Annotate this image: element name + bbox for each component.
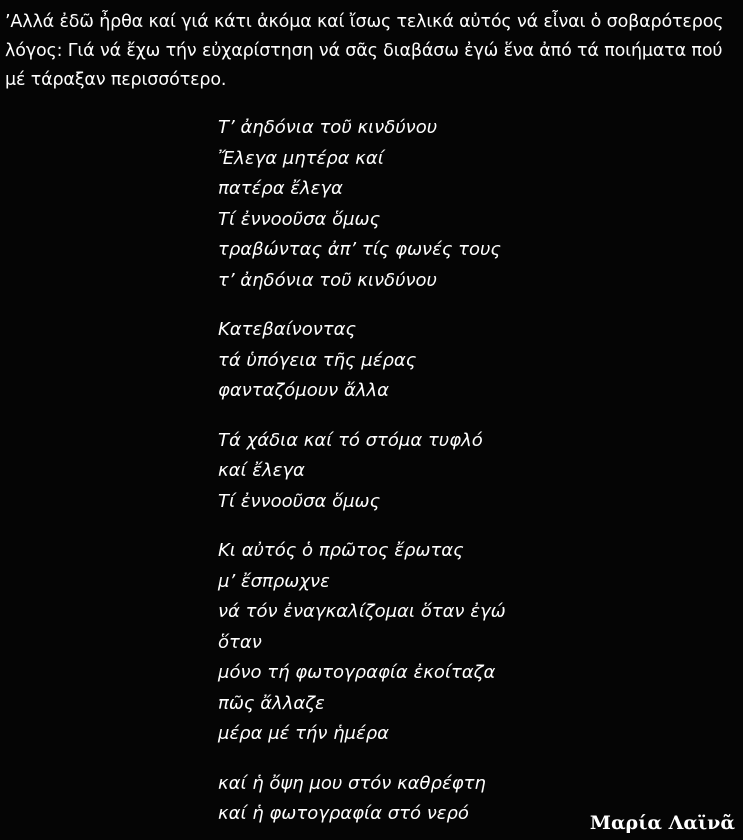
poem-stanza: [218, 536, 506, 750]
poem-line: νά τόν ἐναγκαλίζομαι ὅταν ἐγώ: [218, 601, 506, 622]
author-signature: Μαρία Λαϊνᾶ: [589, 812, 735, 834]
poem-line: ὅταν: [218, 631, 262, 653]
poem-line: τά ὑπόγεια τῆς μέρας: [218, 349, 417, 371]
poem-line: καί ἔλεγα: [218, 460, 305, 481]
poem-line: Ἔλεγα μητέρα καί: [218, 147, 384, 169]
poem-line: μέρα μέ τήν ἡμέρα: [218, 723, 389, 744]
poem-line: φανταζόμουν ἄλλα: [218, 380, 389, 401]
intro-line: λόγος: Γιά νά ἔχω τήν εὐχαρίστηση νά σᾶς διαβάσω ἐγώ ἕνα ἀπό τά ποιήματα πού: [5, 41, 723, 61]
poem-line: Κι αὐτός ὁ πρῶτος ἔρωτας: [218, 540, 464, 561]
intro-line: μέ τάραξαν περισσότερο.: [5, 70, 227, 90]
poem-line: μόνο τή φωτογραφία ἐκοίταζα: [218, 662, 496, 683]
poem-line: Κατεβαίνοντας: [218, 319, 357, 340]
poem-line: καί ἡ ὄψη μου στόν καθρέφτη: [218, 772, 486, 794]
poem-line: τραβώντας ἀπ’ τίς φωνές τους: [218, 239, 501, 260]
poem-line: Τά χάδια καί τό στόμα τυφλό: [218, 429, 483, 451]
poem-line: καί ἡ φωτογραφία στό νερό: [218, 803, 469, 824]
poem-line: Τ’ ἀηδόνια τοῦ κινδύνου: [218, 117, 438, 138]
intro-paragraph: [5, 8, 740, 95]
poem-stanza: [218, 315, 506, 407]
poem: [218, 113, 506, 830]
poem-line: πῶς ἄλλαζε: [218, 692, 325, 714]
poem-line: Τί ἐννοοῦσα ὅμως: [218, 208, 381, 230]
poem-line: τ’ ἀηδόνια τοῦ κινδύνου: [218, 269, 437, 291]
poem-stanza: [218, 769, 506, 830]
poem-stanza: [218, 426, 506, 518]
intro-line: ’Αλλά ἐδῶ ἦρθα καί γιά κάτι ἀκόμα καί ἴσως τελικά αὐτός νά εἶναι ὁ σοβαρότερος: [5, 12, 724, 32]
poem-stanza: [218, 113, 506, 296]
poem-line: Τί ἐννοοῦσα ὅμως: [218, 490, 381, 512]
poem-line: πατέρα ἔλεγα: [218, 178, 343, 199]
poem-line: μ’ ἔσπρωχνε: [218, 570, 330, 592]
